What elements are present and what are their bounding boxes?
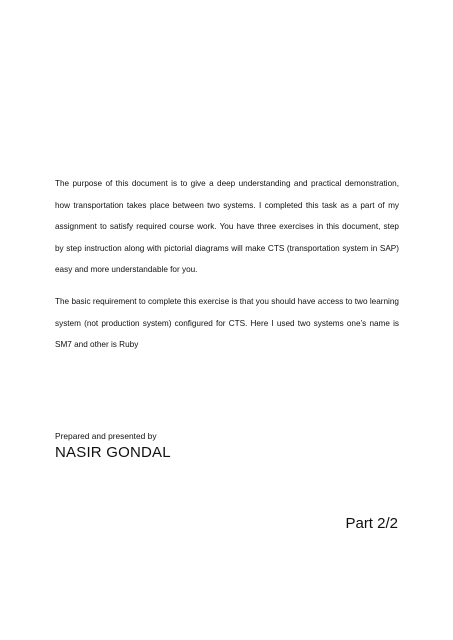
credit-label: Prepared and presented by [55, 431, 157, 441]
requirements-paragraph: The basic requirement to complete this exercise is that you should have access to two learning system (not production system) configured for CTS. Here I used two systems one’s name is SM7 and other is Ruby [55, 297, 399, 350]
author-name: NASIR GONDAL [55, 444, 171, 461]
part-label: Part 2/2 [345, 515, 398, 532]
intro-paragraph: The purpose of this document is to give a deep understanding and practical demonstration, how transportation takes place between two systems. I completed this task as a part of my assignment to satisfy required course work. You have three exercises in this document, step by step instruction along with pictorial diagrams will make CTS (transportation system in SAP) easy and more understandable for you. [55, 179, 399, 275]
